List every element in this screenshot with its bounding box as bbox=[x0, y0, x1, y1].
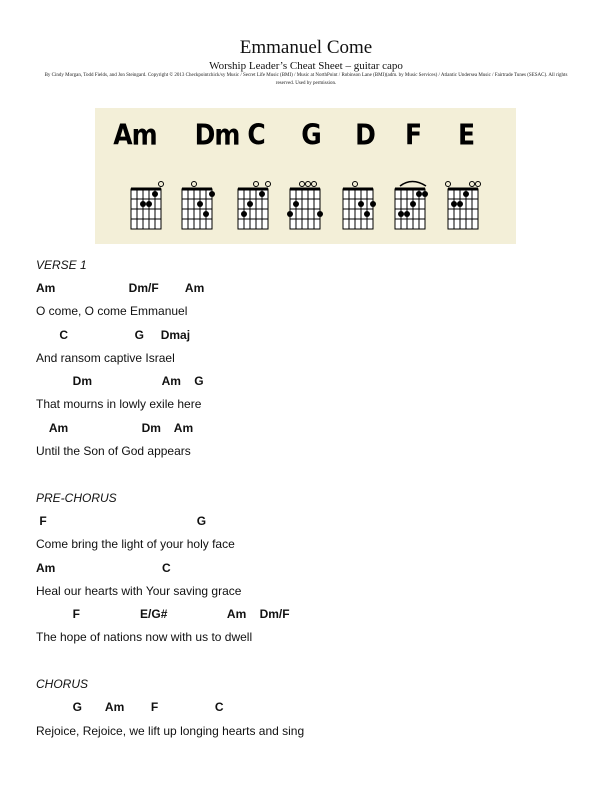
chorus-heading: CHORUS bbox=[36, 677, 89, 691]
c-diagram bbox=[235, 178, 275, 234]
chord-name-c: C bbox=[247, 117, 265, 152]
verse-lyric-line-1: O come, O come Emmanuel bbox=[36, 304, 188, 318]
chorus-chord-line-1: G Am F C bbox=[36, 700, 224, 714]
chord-chart-panel bbox=[95, 108, 516, 244]
chord-name-d: D bbox=[355, 117, 375, 152]
chord-name-e: E bbox=[457, 117, 475, 152]
prechorus-lyric-line-1: Come bring the light of your holy face bbox=[36, 537, 235, 551]
song-title: Emmanuel Come bbox=[239, 37, 373, 58]
verse-heading: VERSE 1 bbox=[36, 258, 87, 272]
verse-chord-line-4: Am Dm Am bbox=[36, 421, 194, 435]
prechorus-chord-line-1: F G bbox=[36, 514, 207, 528]
d-diagram bbox=[340, 178, 380, 234]
prechorus-chord-line-3: F E/G# Am Dm/F bbox=[36, 607, 290, 621]
copyright-credits: By Cindy Morgan, Todd Fields, and Jon Steingard. Copyright © 2013 Checkpointchick/sy Music / Secret Life Music (BMI) / Music at NorthPoint / Robinson Lane (BMI)(adm. by Music Services) / Atlantic Undersea Music / Fairtrade Tunes (SESAC). All rights reserved. Used by permission. bbox=[44, 73, 568, 86]
dm-diagram bbox=[179, 178, 219, 234]
chord-name-f: F bbox=[404, 117, 422, 152]
verse-lyric-line-4: Until the Son of God appears bbox=[36, 444, 191, 458]
chorus-lyric-line-1: Rejoice, Rejoice, we lift up longing hearts and sing bbox=[36, 724, 305, 738]
chord-name-g: G bbox=[301, 117, 321, 152]
verse-chord-line-1: Am Dm/F Am bbox=[36, 281, 205, 295]
chord-name-dm: Dm bbox=[194, 117, 240, 152]
e-diagram bbox=[445, 178, 485, 234]
f-diagram bbox=[392, 178, 432, 234]
chord-name-am: Am bbox=[113, 117, 157, 152]
verse-chord-line-2: C G Dmaj bbox=[36, 328, 191, 342]
prechorus-chord-line-2: Am C bbox=[36, 561, 171, 575]
song-subtitle: Worship Leader’s Cheat Sheet – guitar capo bbox=[209, 60, 403, 72]
prechorus-heading: PRE-CHORUS bbox=[36, 491, 117, 505]
verse-chord-line-3: Dm Am G bbox=[36, 374, 204, 388]
verse-lyric-line-2: And ransom captive Israel bbox=[36, 351, 175, 365]
g-diagram bbox=[287, 178, 327, 234]
prechorus-lyric-line-2: Heal our hearts with Your saving grace bbox=[36, 584, 242, 598]
am-diagram bbox=[128, 178, 168, 234]
prechorus-lyric-line-3: The hope of nations now with us to dwell bbox=[36, 630, 253, 644]
verse-lyric-line-3: That mourns in lowly exile here bbox=[36, 397, 202, 411]
